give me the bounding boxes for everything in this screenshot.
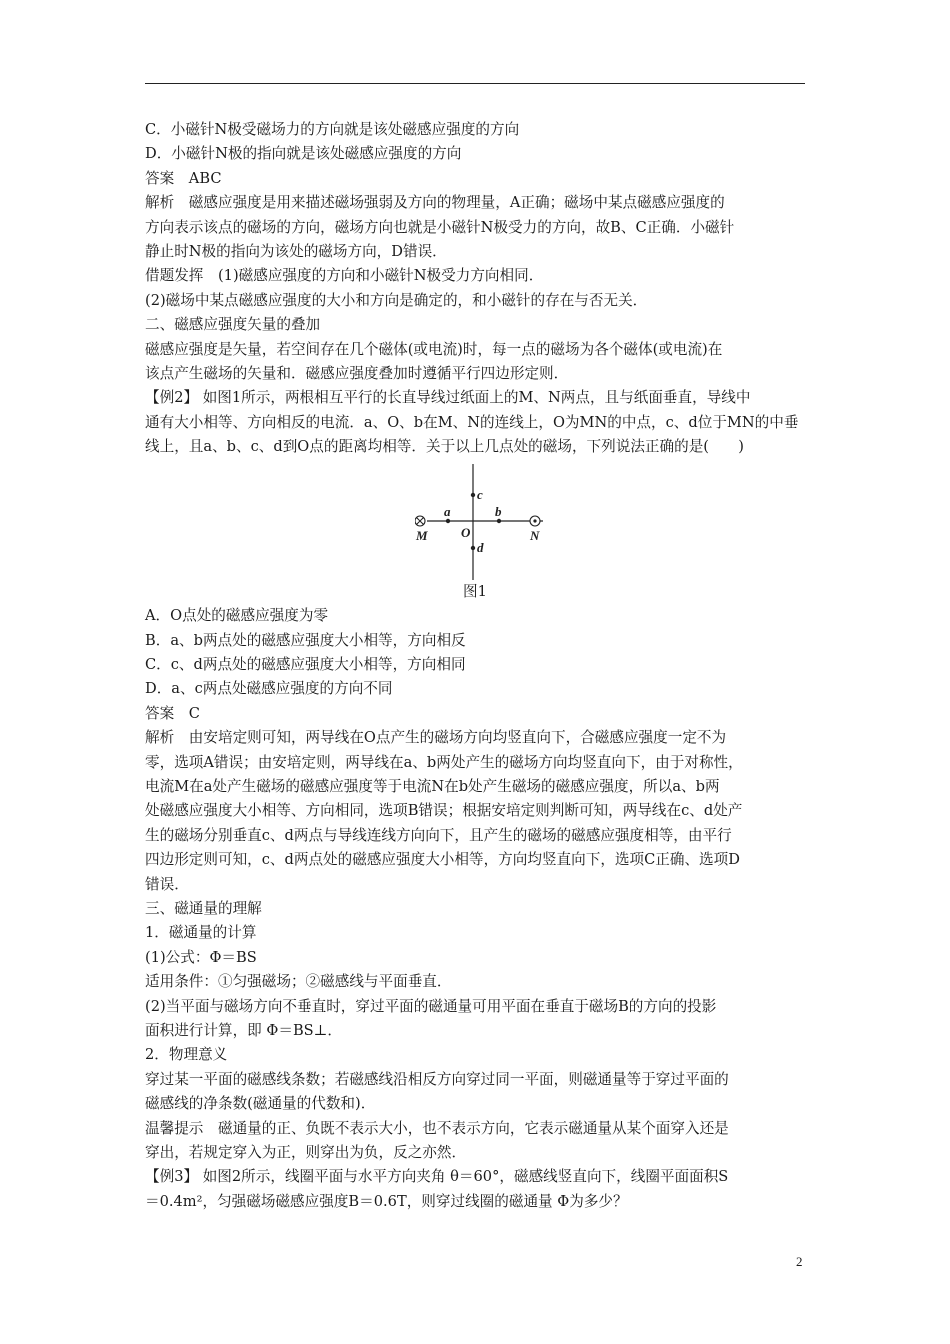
- subsection-heading: 1．磁通量的计算: [145, 924, 257, 942]
- subsection-heading: 2．物理意义: [145, 1046, 228, 1064]
- option-d: D．小磁针N极的指向就是该处磁感应强度的方向: [145, 145, 462, 163]
- answer: 答案 C: [145, 704, 200, 722]
- paragraph-line: 磁感线的净条数(磁通量的代数和)．: [145, 1095, 376, 1113]
- condition-line: 适用条件：①匀强磁场；②磁感线与平面垂直．: [145, 973, 452, 991]
- wires-diagram: [415, 464, 575, 580]
- paragraph-line: 穿过某一平面的磁感线条数；若磁感线沿相反方向穿过同一平面，则磁通量等于穿过平面的: [145, 1070, 729, 1088]
- example-line: 【例2】 如图1所示，两根相互平行的长直导线过纸面上的M、N两点，且与纸面垂直，导线中: [145, 389, 751, 407]
- option-c: C．小磁针N极受磁场力的方向就是该处磁感应强度的方向: [145, 121, 520, 138]
- analysis-line: 解析 由安培定则可知，两导线在O点产生的磁场方向均竖直向下，合磁感应强度一定不为: [145, 729, 727, 747]
- label-d: d: [477, 539, 484, 555]
- tip-line: (2)磁场中某点磁感应强度的大小和方向是确定的，和小磁针的存在与否无关．: [145, 291, 648, 309]
- analysis-line: 解析 磁感应强度是用来描述磁场强弱及方向的物理量，A正确；磁场中某点磁感应强度的: [145, 194, 725, 212]
- answer: 答案 ABC: [145, 169, 222, 187]
- option-a: A．O点处的磁感应强度为零: [145, 607, 329, 625]
- option-b: B．a、b两点处的磁感应强度大小相等，方向相反: [145, 631, 466, 649]
- wire-n-out-of-page: [530, 516, 540, 526]
- example-line: 【例3】 如图2所示，线圈平面与水平方向夹角 θ＝60°，磁感线竖直向下，线圈平面面积S: [145, 1168, 729, 1186]
- formula-line: (1)公式：Φ＝BS: [145, 948, 257, 966]
- section-heading: 二、磁感应强度矢量的叠加: [145, 316, 321, 334]
- figure-1: [145, 460, 805, 580]
- paragraph-line: 磁感应强度是矢量，若空间存在几个磁体(或电流)时，每一点的磁场为各个磁体(或电流)在: [145, 340, 723, 358]
- analysis-line: 错误．: [145, 875, 189, 893]
- point-a: [446, 518, 450, 522]
- label-o: O: [461, 524, 471, 540]
- analysis-line: 静止时N极的指向为该处的磁场方向，D错误．: [145, 243, 447, 261]
- analysis-line: 四边形定则可知，c、d两点处的磁感应强度大小相等，方向均竖直向下，选项C正确、选项D: [145, 851, 740, 869]
- tip-line: 温馨提示 磁通量的正、负既不表示大小，也不表示方向，它表示磁通量从某个面穿入还是: [145, 1119, 729, 1137]
- paragraph-line: 该点产生磁场的矢量和．磁感应强度叠加时遵循平行四边形定则．: [145, 365, 569, 383]
- label-n: N: [530, 527, 540, 543]
- option-d: D．a、c两点处磁感应强度的方向不同: [145, 680, 393, 698]
- point-c: [471, 492, 475, 496]
- example-line: ＝0.4m²，匀强磁场磁感应强度B＝0.6T，则穿过线圈的磁通量 Φ为多少？: [145, 1192, 628, 1210]
- example-line: 通有大小相等、方向相反的电流．a、O、b在M、N的连线上，O为MN的中点，c、d位于MN的中垂: [145, 413, 799, 431]
- tip-line: 借题发挥 (1)磁感应强度的方向和小磁针N极受力方向相同．: [145, 267, 544, 285]
- point-d: [471, 545, 475, 549]
- page-number: 2: [796, 1254, 803, 1269]
- header-rule: [145, 83, 805, 84]
- analysis-line: 零，选项A错误；由安培定则，两导线在a、b两处产生的磁场方向均竖直向下，由于对称性，: [145, 753, 743, 771]
- paragraph-line: (2)当平面与磁场方向不垂直时，穿过平面的磁通量可用平面在垂直于磁场B的方向的投影: [145, 997, 717, 1015]
- wire-m-into-page: [415, 516, 425, 526]
- analysis-line: 电流M在a处产生磁场的磁感应强度等于电流N在b处产生磁场的磁感应强度，所以a、b两: [145, 777, 720, 795]
- option-c: C．c、d两点处的磁感应强度大小相等，方向相同: [145, 655, 466, 673]
- document-body: [145, 118, 805, 1214]
- section-heading: 三、磁通量的理解: [145, 899, 262, 917]
- label-b: b: [495, 503, 502, 519]
- tip-line: 穿出，若规定穿入为正，则穿出为负，反之亦然．: [145, 1144, 467, 1162]
- analysis-line: 处磁感应强度大小相等、方向相同，选项B错误；根据安培定则判断可知，两导线在c、d处产: [145, 802, 743, 820]
- label-c: c: [477, 486, 483, 502]
- analysis-line: 生的磁场分别垂直c、d两点与导线连线方向向下，且产生的磁场的磁感应强度相等，由平行: [145, 826, 732, 844]
- example-line: 线上，且a、b、c、d到O点的距离均相等．关于以上几点处的磁场，下列说法正确的是( ): [145, 438, 744, 456]
- label-m: M: [416, 527, 428, 543]
- label-a: a: [444, 503, 451, 519]
- point-b: [497, 518, 501, 522]
- paragraph-line: 面积进行计算，即 Φ＝BS⊥．: [145, 1022, 342, 1039]
- figure-caption: 图1: [463, 582, 487, 600]
- analysis-line: 方向表示该点的磁场的方向，磁场方向也就是小磁针N极受力的方向，故B、C正确．小磁针: [145, 218, 735, 236]
